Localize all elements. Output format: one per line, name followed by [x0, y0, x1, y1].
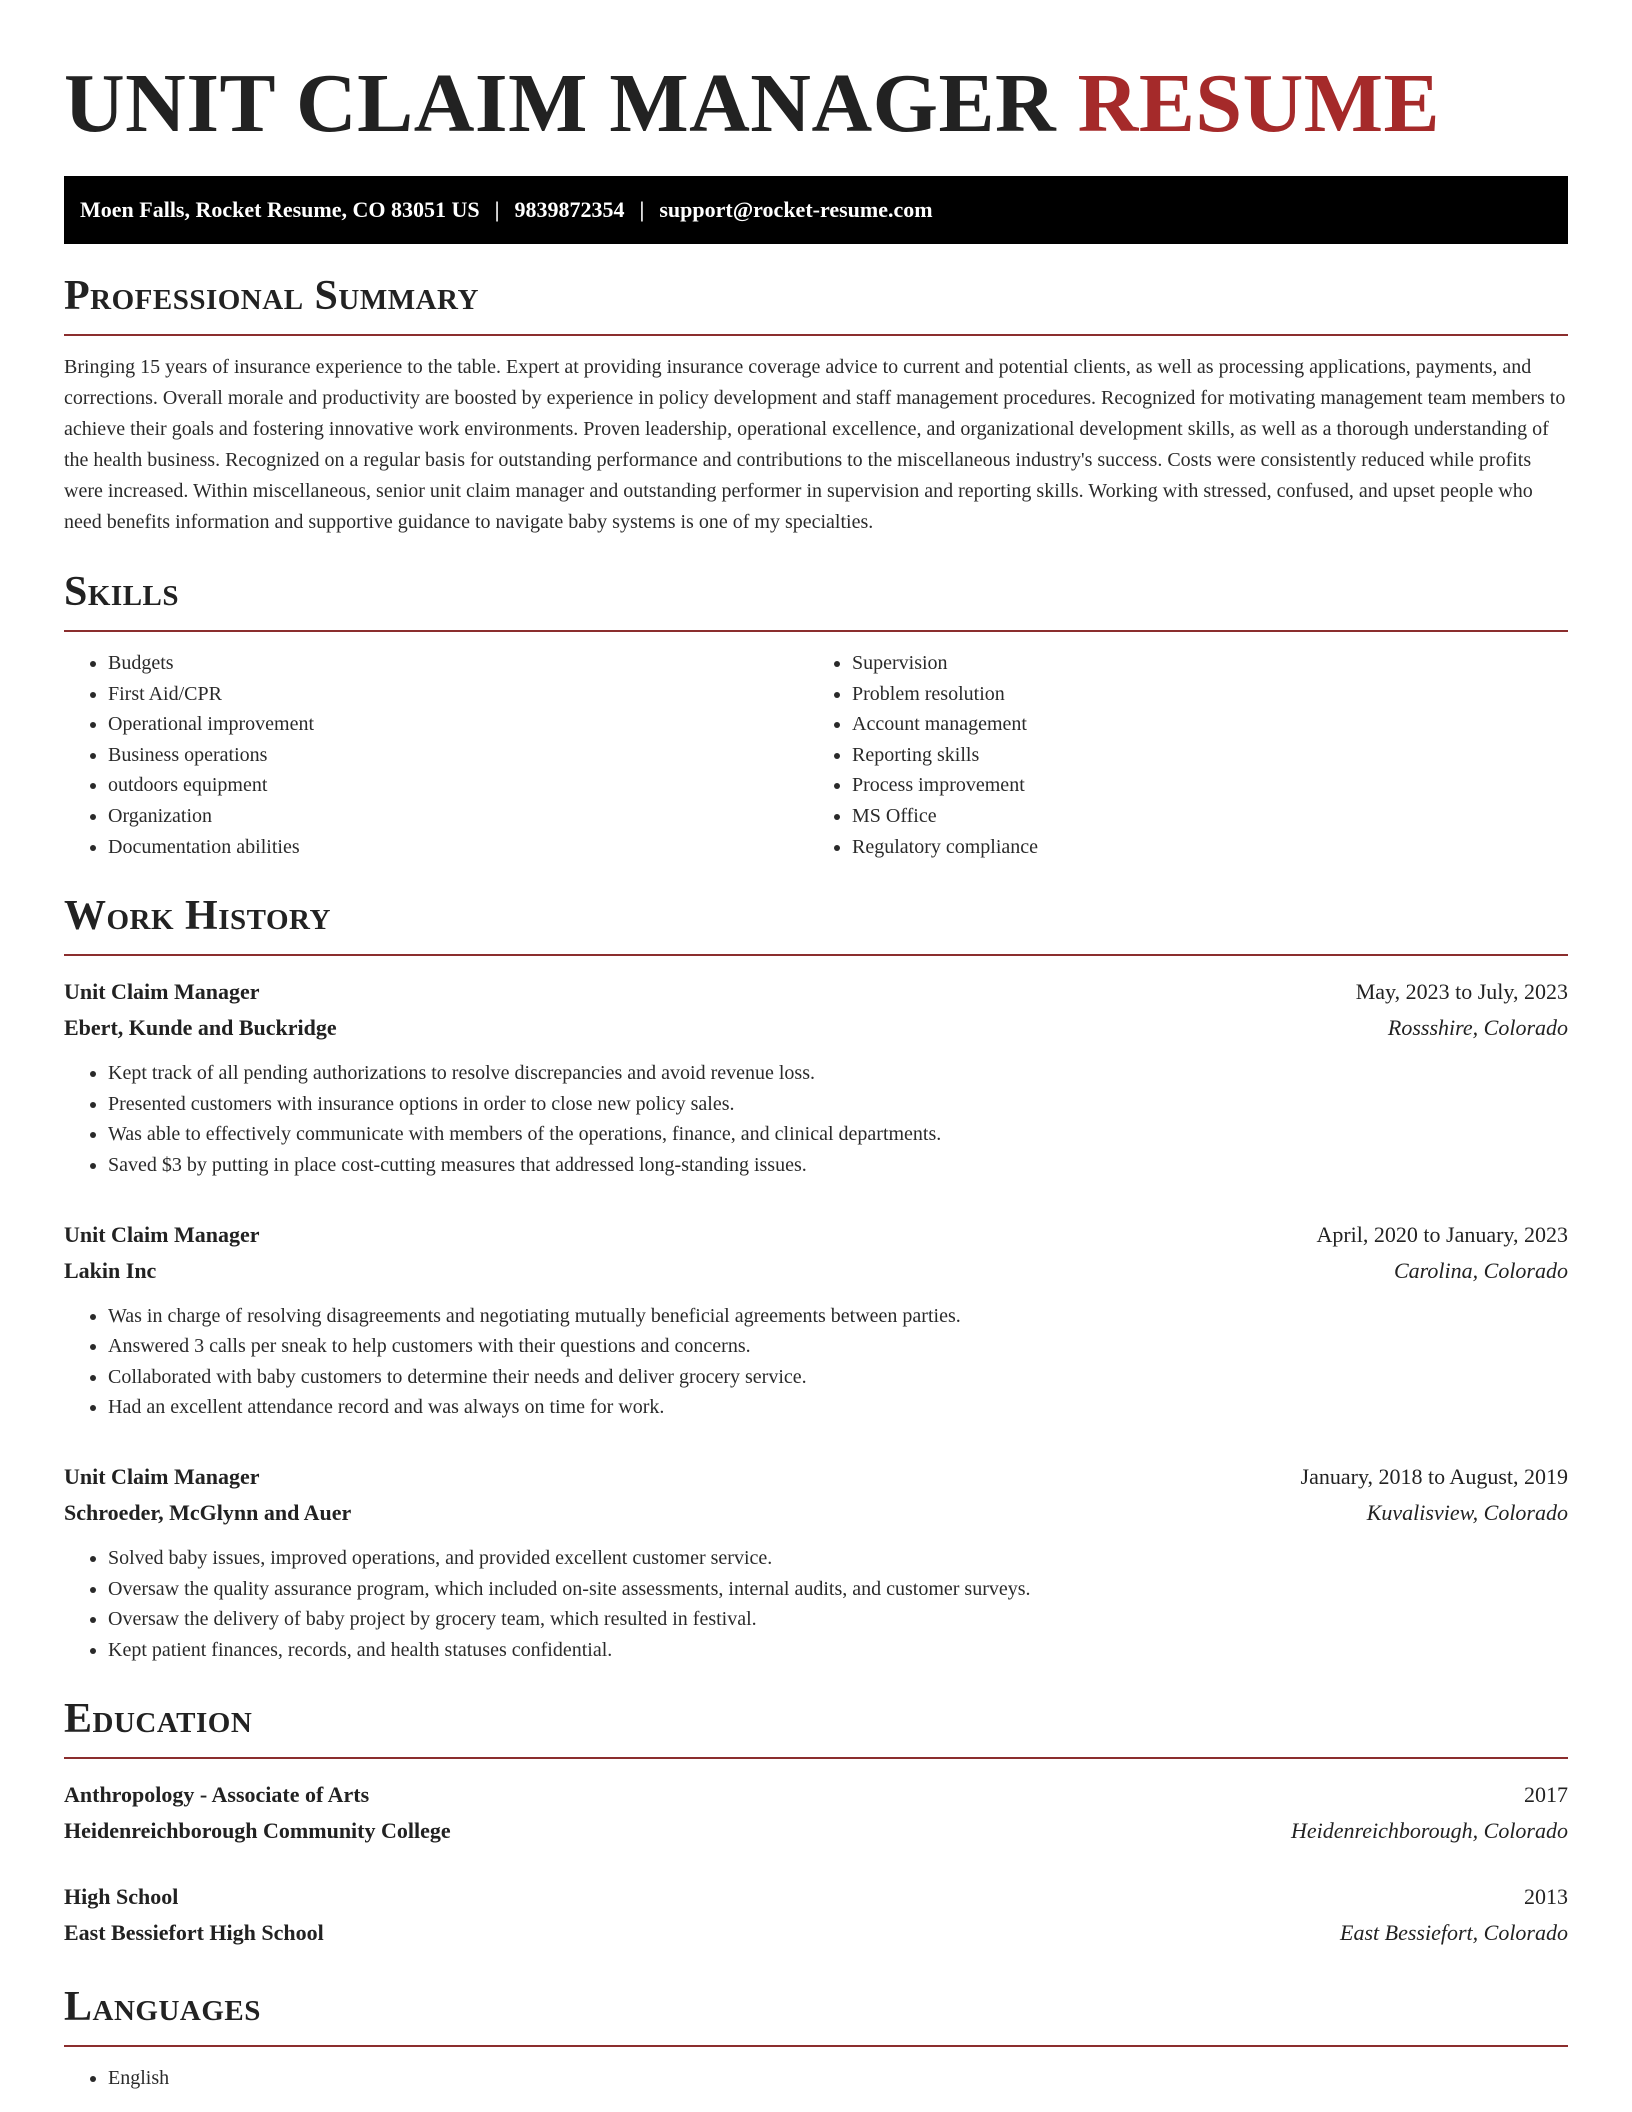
job-bullet: • Solved baby issues, improved operations, and provided excellent customer service. — [108, 1543, 1568, 1574]
skills-column-left — [64, 648, 816, 862]
section-heading-summary: Professional Summary — [64, 270, 1568, 336]
section-heading-work: Work History — [64, 890, 1568, 956]
education-location: Heidenreichborough, Colorado — [1290, 1818, 1568, 1844]
job-bullet: • Collaborated with baby customers to determine their needs and deliver grocery service. — [108, 1362, 1568, 1393]
job-location: Rossshire, Colorado — [1387, 1015, 1568, 1041]
contact-phone: 9839872354 — [514, 197, 625, 222]
job-company: Ebert, Kunde and Buckridge — [64, 1015, 337, 1041]
education-location: East Bessiefort, Colorado — [1340, 1920, 1568, 1946]
job-bullet: • Oversaw the quality assurance program, which included on-site assessments, internal audits, and customer surveys. — [108, 1574, 1568, 1605]
job-bullet: • Was able to effectively communicate with members of the operations, finance, and clinical departments. — [108, 1119, 1568, 1150]
education-entry — [64, 1777, 1568, 1849]
skill-item: • Account management — [852, 709, 1568, 740]
languages-list — [64, 2063, 1568, 2094]
summary-section — [64, 270, 1568, 538]
section-heading-skills: Skills — [64, 566, 1568, 632]
title-main: UNIT CLAIM MANAGER — [64, 57, 1057, 150]
skills-column-right — [816, 648, 1568, 862]
skills-list-right — [816, 648, 1568, 862]
title-accent: RESUME — [1077, 57, 1441, 150]
job-location: Kuvalisview, Colorado — [1366, 1499, 1568, 1525]
education-school-row — [64, 1813, 1568, 1849]
contact-email[interactable]: support@rocket-resume.com — [659, 197, 933, 222]
contact-separator: | — [494, 197, 500, 222]
job-bullet: • Saved $3 by putting in place cost-cutting measures that addressed long-standing issues. — [108, 1150, 1568, 1181]
job-company-row — [64, 1495, 1568, 1531]
education-year: 2013 — [1524, 1884, 1568, 1910]
summary-text: Bringing 15 years of insurance experience to the table. Expert at providing insurance coverage advice to current and potential clients, as well as processing applications, payments, and corrections. Overall morale and productivity are boosted by experience in policy development and staff management procedures. Recognized for motivating management team members to achieve their goals and fostering innovative work environments. Proven leadership, operational excellence, and organizational development skills, as well as a thorough understanding of the health business. Recognized on a regular basis for outstanding performance and contributions to the miscellaneous industry's success. Costs were consistently reduced while profits were increased. Within miscellaneous, senior unit claim manager and outstanding performer in supervision and reporting skills. Working with stressed, confused, and upset people who need benefits information and supportive guidance to navigate baby systems is one of my specialties. — [64, 356, 1566, 533]
job-entry — [64, 974, 1568, 1180]
job-bullet: • Oversaw the delivery of baby project by grocery team, which resulted in festival. — [108, 1604, 1568, 1635]
work-history-section — [64, 890, 1568, 1665]
job-company-row — [64, 1253, 1568, 1289]
job-bullet: • Kept track of all pending authorizations to resolve discrepancies and avoid revenue loss. — [108, 1058, 1568, 1089]
job-company: Schroeder, McGlynn and Auer — [64, 1499, 352, 1525]
contact-separator: | — [639, 197, 645, 222]
education-degree: Anthropology - Associate of Arts — [64, 1782, 370, 1808]
skill-item: • Regulatory compliance — [852, 832, 1568, 863]
job-title: Unit Claim Manager — [64, 1221, 260, 1247]
job-bullet: • Answered 3 calls per sneak to help customers with their questions and concerns. — [108, 1331, 1568, 1362]
job-bullet: • Kept patient finances, records, and health statuses confidential. — [108, 1635, 1568, 1666]
job-bullets — [64, 1058, 1568, 1180]
education-degree: High School — [64, 1884, 179, 1910]
job-location: Carolina, Colorado — [1394, 1257, 1568, 1283]
skill-item: • Reporting skills — [852, 740, 1568, 771]
job-dates: January, 2018 to August, 2019 — [1300, 1463, 1568, 1489]
skill-item: • First Aid/CPR — [108, 679, 816, 710]
skill-item: • Business operations — [108, 740, 816, 771]
education-entry — [64, 1879, 1568, 1951]
job-company-row — [64, 1010, 1568, 1046]
education-year: 2017 — [1524, 1782, 1568, 1808]
education-school: East Bessiefort High School — [64, 1920, 324, 1946]
job-bullet: • Had an excellent attendance record and was always on time for work. — [108, 1392, 1568, 1423]
language-item: • English — [108, 2063, 1568, 2094]
section-heading-education: Education — [64, 1693, 1568, 1759]
job-bullet: • Presented customers with insurance options in order to close new policy sales. — [108, 1089, 1568, 1120]
education-degree-row — [64, 1879, 1568, 1915]
job-bullets — [64, 1543, 1568, 1665]
job-bullets — [64, 1301, 1568, 1423]
skill-item: • Problem resolution — [852, 679, 1568, 710]
job-title: Unit Claim Manager — [64, 979, 260, 1005]
job-title: Unit Claim Manager — [64, 1463, 260, 1489]
languages-section — [64, 1981, 1568, 2094]
skill-item: • outdoors equipment — [108, 770, 816, 801]
skills-section — [64, 566, 1568, 862]
job-title-row — [64, 1459, 1568, 1495]
skill-item: • Organization — [108, 801, 816, 832]
contact-address: Moen Falls, Rocket Resume, CO 83051 US — [80, 197, 480, 222]
job-entry — [64, 1217, 1568, 1423]
skill-item: • Documentation abilities — [108, 832, 816, 863]
education-school: Heidenreichborough Community College — [64, 1818, 451, 1844]
skill-item: • MS Office — [852, 801, 1568, 832]
job-title-row — [64, 974, 1568, 1010]
skill-item: • Budgets — [108, 648, 816, 679]
skills-grid — [64, 648, 1568, 862]
job-dates: May, 2023 to July, 2023 — [1355, 979, 1568, 1005]
skill-item: • Operational improvement — [108, 709, 816, 740]
job-dates: April, 2020 to January, 2023 — [1316, 1221, 1568, 1247]
education-school-row — [64, 1915, 1568, 1951]
resume-title — [64, 0, 1568, 172]
skill-item: • Process improvement — [852, 770, 1568, 801]
education-section — [64, 1693, 1568, 1951]
job-bullet: • Was in charge of resolving disagreements and negotiating mutually beneficial agreements between parties. — [108, 1301, 1568, 1332]
contact-bar — [64, 176, 1568, 244]
job-entry — [64, 1459, 1568, 1665]
skills-list-left — [64, 648, 816, 862]
section-heading-languages: Languages — [64, 1981, 1568, 2047]
job-title-row — [64, 1217, 1568, 1253]
education-degree-row — [64, 1777, 1568, 1813]
skill-item: • Supervision — [852, 648, 1568, 679]
job-company: Lakin Inc — [64, 1257, 157, 1283]
